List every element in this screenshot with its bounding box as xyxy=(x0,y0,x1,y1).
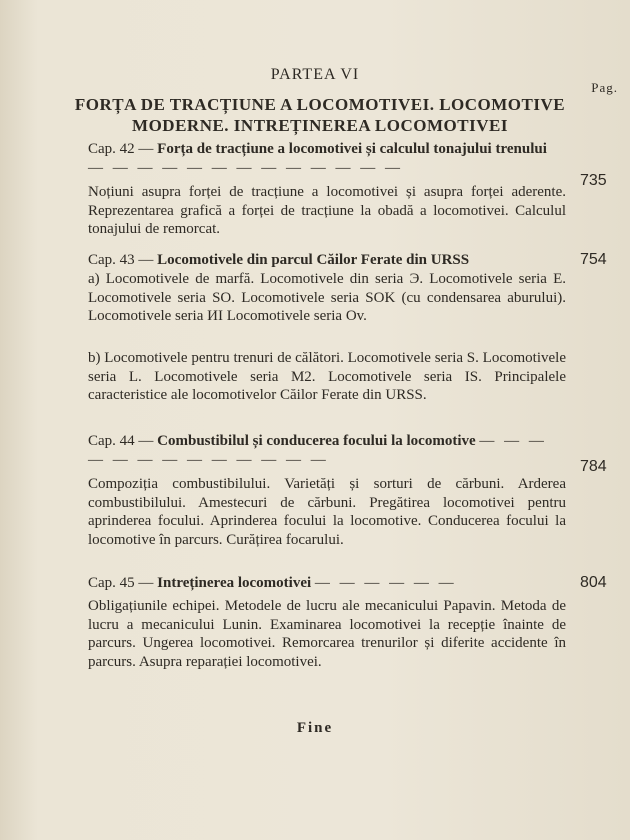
chapter-44-summary: Compoziția combustibilului. Varietăți și sorturi de cărbuni. Arderea combustibilului. Amestecuri de cărbuni. Pregătirea locomotivei pentru aprinderea focului. Aprinderea focului la locomotive. Conducerea focului la locomotive în parcurs. Curățirea focarului. xyxy=(88,476,566,548)
chapter-43-page: 754 xyxy=(580,251,607,268)
chapter-43-heading xyxy=(88,251,578,270)
chapter-44-heading xyxy=(88,432,568,470)
chapter-45-heading xyxy=(88,574,578,593)
section-title xyxy=(40,94,600,136)
chapter-title: Forța de tracțiune a locomotivei și calculul tonajului trenului xyxy=(157,141,547,157)
leader-dashes: — — — — — — xyxy=(314,575,457,591)
chapter-label: Cap. 43 — xyxy=(88,252,154,268)
chapter-42-summary: Noțiuni asupra forței de tracțiune a locomotivei și asupra forței aderente. Reprezentarea grafică a forței de tracțiune la obadă a locomotivei. Calculul tonajului de remorcat. xyxy=(88,184,566,237)
chapter-42-page: 735 xyxy=(580,172,607,189)
chapter-title: Locomotivele din parcul Căilor Ferate din URSS xyxy=(157,252,470,268)
page-column-header: Pag. xyxy=(591,80,618,95)
chapter-44-page: 784 xyxy=(580,458,607,475)
part-label: PARTEA VI xyxy=(270,66,360,83)
leader-dashes: — — — — — — — — — — — — — xyxy=(88,433,547,468)
leader-dashes: — — — — — — — — — — — — — xyxy=(88,160,403,176)
chapter-45-page: 804 xyxy=(580,574,607,591)
chapter-title: Intreținerea locomotivei xyxy=(157,575,312,591)
chapter-43-summary-b: b) Locomotivele pentru trenuri de călători. Locomotivele seria S. Locomotivele seria L. Locomotivele seria M2. Locomotivele seria IS. Principalele caracteristice ale locomotivelor Căilor Ferate din URSS. xyxy=(88,350,566,403)
chapter-title: Combustibilul și conducerea focului la locomotive xyxy=(157,433,476,449)
chapter-42-heading xyxy=(88,140,568,178)
chapter-45-summary: Obligațiunile echipei. Metodele de lucru ale mecanicului Papavin. Metoda de lucru a mecanicului Lunin. Examinarea locomotivei la recepție înainte de parcurs. Ungerea locomotivei. Remorcarea trenurilor și diferite accidente în parcurs. Asupra reparației locomotivei. xyxy=(88,598,566,670)
section-title-line-1: FORȚA DE TRACȚIUNE A LOCOMOTIVEI. LOCOMOTIVE xyxy=(74,95,566,114)
chapter-label: Cap. 45 — xyxy=(88,575,154,591)
chapter-label: Cap. 42 — xyxy=(88,141,154,157)
chapter-43-summary-a: a) Locomotivele de marfă. Locomotivele din seria Э. Locomotivele seria E. Locomotivele seria SO. Locomotivele seria SOK (cu condensarea aburului). Locomotivele seria ИI Locomotivele seria Ov. xyxy=(88,271,566,324)
section-title-line-2: MODERNE. INTREȚINEREA LOCOMOTIVEI xyxy=(132,116,508,135)
chapter-label: Cap. 44 — xyxy=(88,433,154,449)
end-mark: Fine xyxy=(296,720,334,736)
